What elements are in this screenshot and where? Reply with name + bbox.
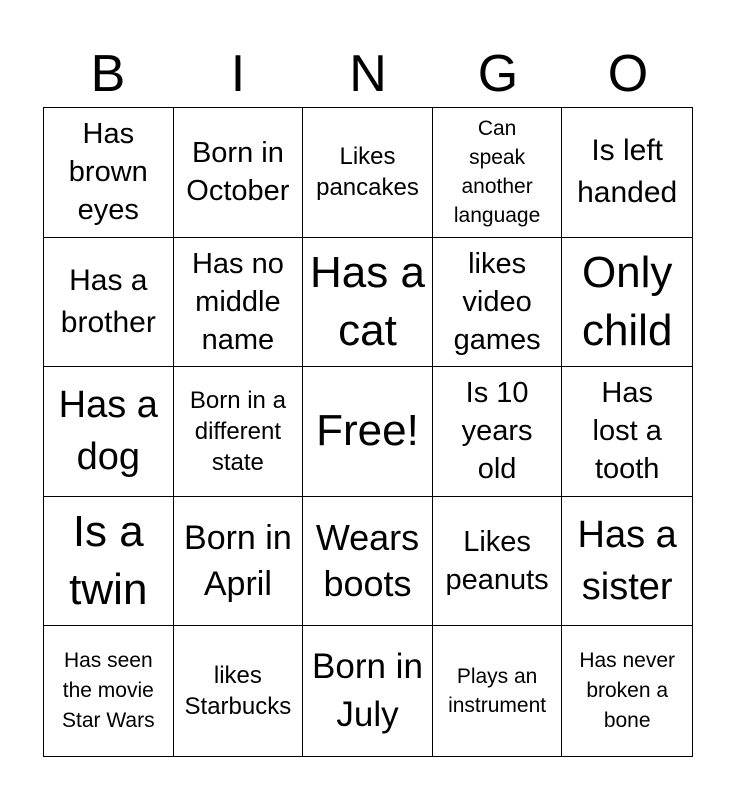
header-letter-n: N [349,45,387,103]
bingo-cell [433,108,563,238]
header-letter-g: G [477,45,519,103]
bingo-cell [433,626,563,756]
cell-text: likes Starbucks [184,662,292,721]
cell-text: Born in October [186,137,290,208]
cell-text: Born in July [312,647,423,735]
bingo-cell [303,367,433,497]
cell-text: Has a sister [577,514,677,609]
bingo-cell [174,367,304,497]
bingo-cell [562,497,692,627]
cell-text: Has lost a tooth [592,377,662,486]
bingo-cell [303,626,433,756]
cell-text: Born in April [184,519,292,604]
cell-text: Wears boots [315,517,420,605]
cell-text: Is left handed [577,134,678,210]
cell-text: Has a dog [58,384,158,479]
cell-text: Is a twin [69,507,148,615]
bingo-cell [433,238,563,368]
bingo-cell [433,367,563,497]
cell-text: Has no middle name [191,247,284,356]
bingo-cell [562,238,692,368]
bingo-cell [174,497,304,627]
cell-text: Only child [581,247,673,355]
cell-text: Has seen the movie Star Wars [62,649,155,733]
bingo-cell [303,238,433,368]
cell-text: Likes pancakes [316,143,419,202]
cell-text: likes video games [453,247,541,356]
bingo-cell [303,108,433,238]
bingo-header [43,40,693,108]
bingo-cell [433,497,563,627]
bingo-cell [44,367,174,497]
header-letter-i: I [230,45,246,103]
bingo-cell [44,108,174,238]
bingo-cell [174,626,304,756]
bingo-board [43,107,693,757]
bingo-cell [44,238,174,368]
cell-text: Free! [316,406,419,456]
bingo-cell [174,108,304,238]
header-letter-o: O [607,45,649,103]
bingo-cell [562,367,692,497]
cell-text: Born in a different state [189,386,286,476]
cell-text: Plays an instrument [448,665,547,718]
cell-text: Can speak another language [453,117,541,228]
bingo-cell [562,108,692,238]
bingo-cell [44,626,174,756]
cell-text: Is 10 years old [461,377,533,486]
bingo-cell [174,238,304,368]
cell-text: Has never broken a bone [579,649,676,733]
header-letter-b: B [90,45,126,103]
bingo-cell [44,497,174,627]
cell-text: Likes peanuts [445,526,549,597]
cell-text: Has brown eyes [68,118,148,227]
bingo-cell [562,626,692,756]
cell-text: Has a cat [310,247,425,355]
cell-text: Has a brother [60,263,156,339]
bingo-cell [303,497,433,627]
